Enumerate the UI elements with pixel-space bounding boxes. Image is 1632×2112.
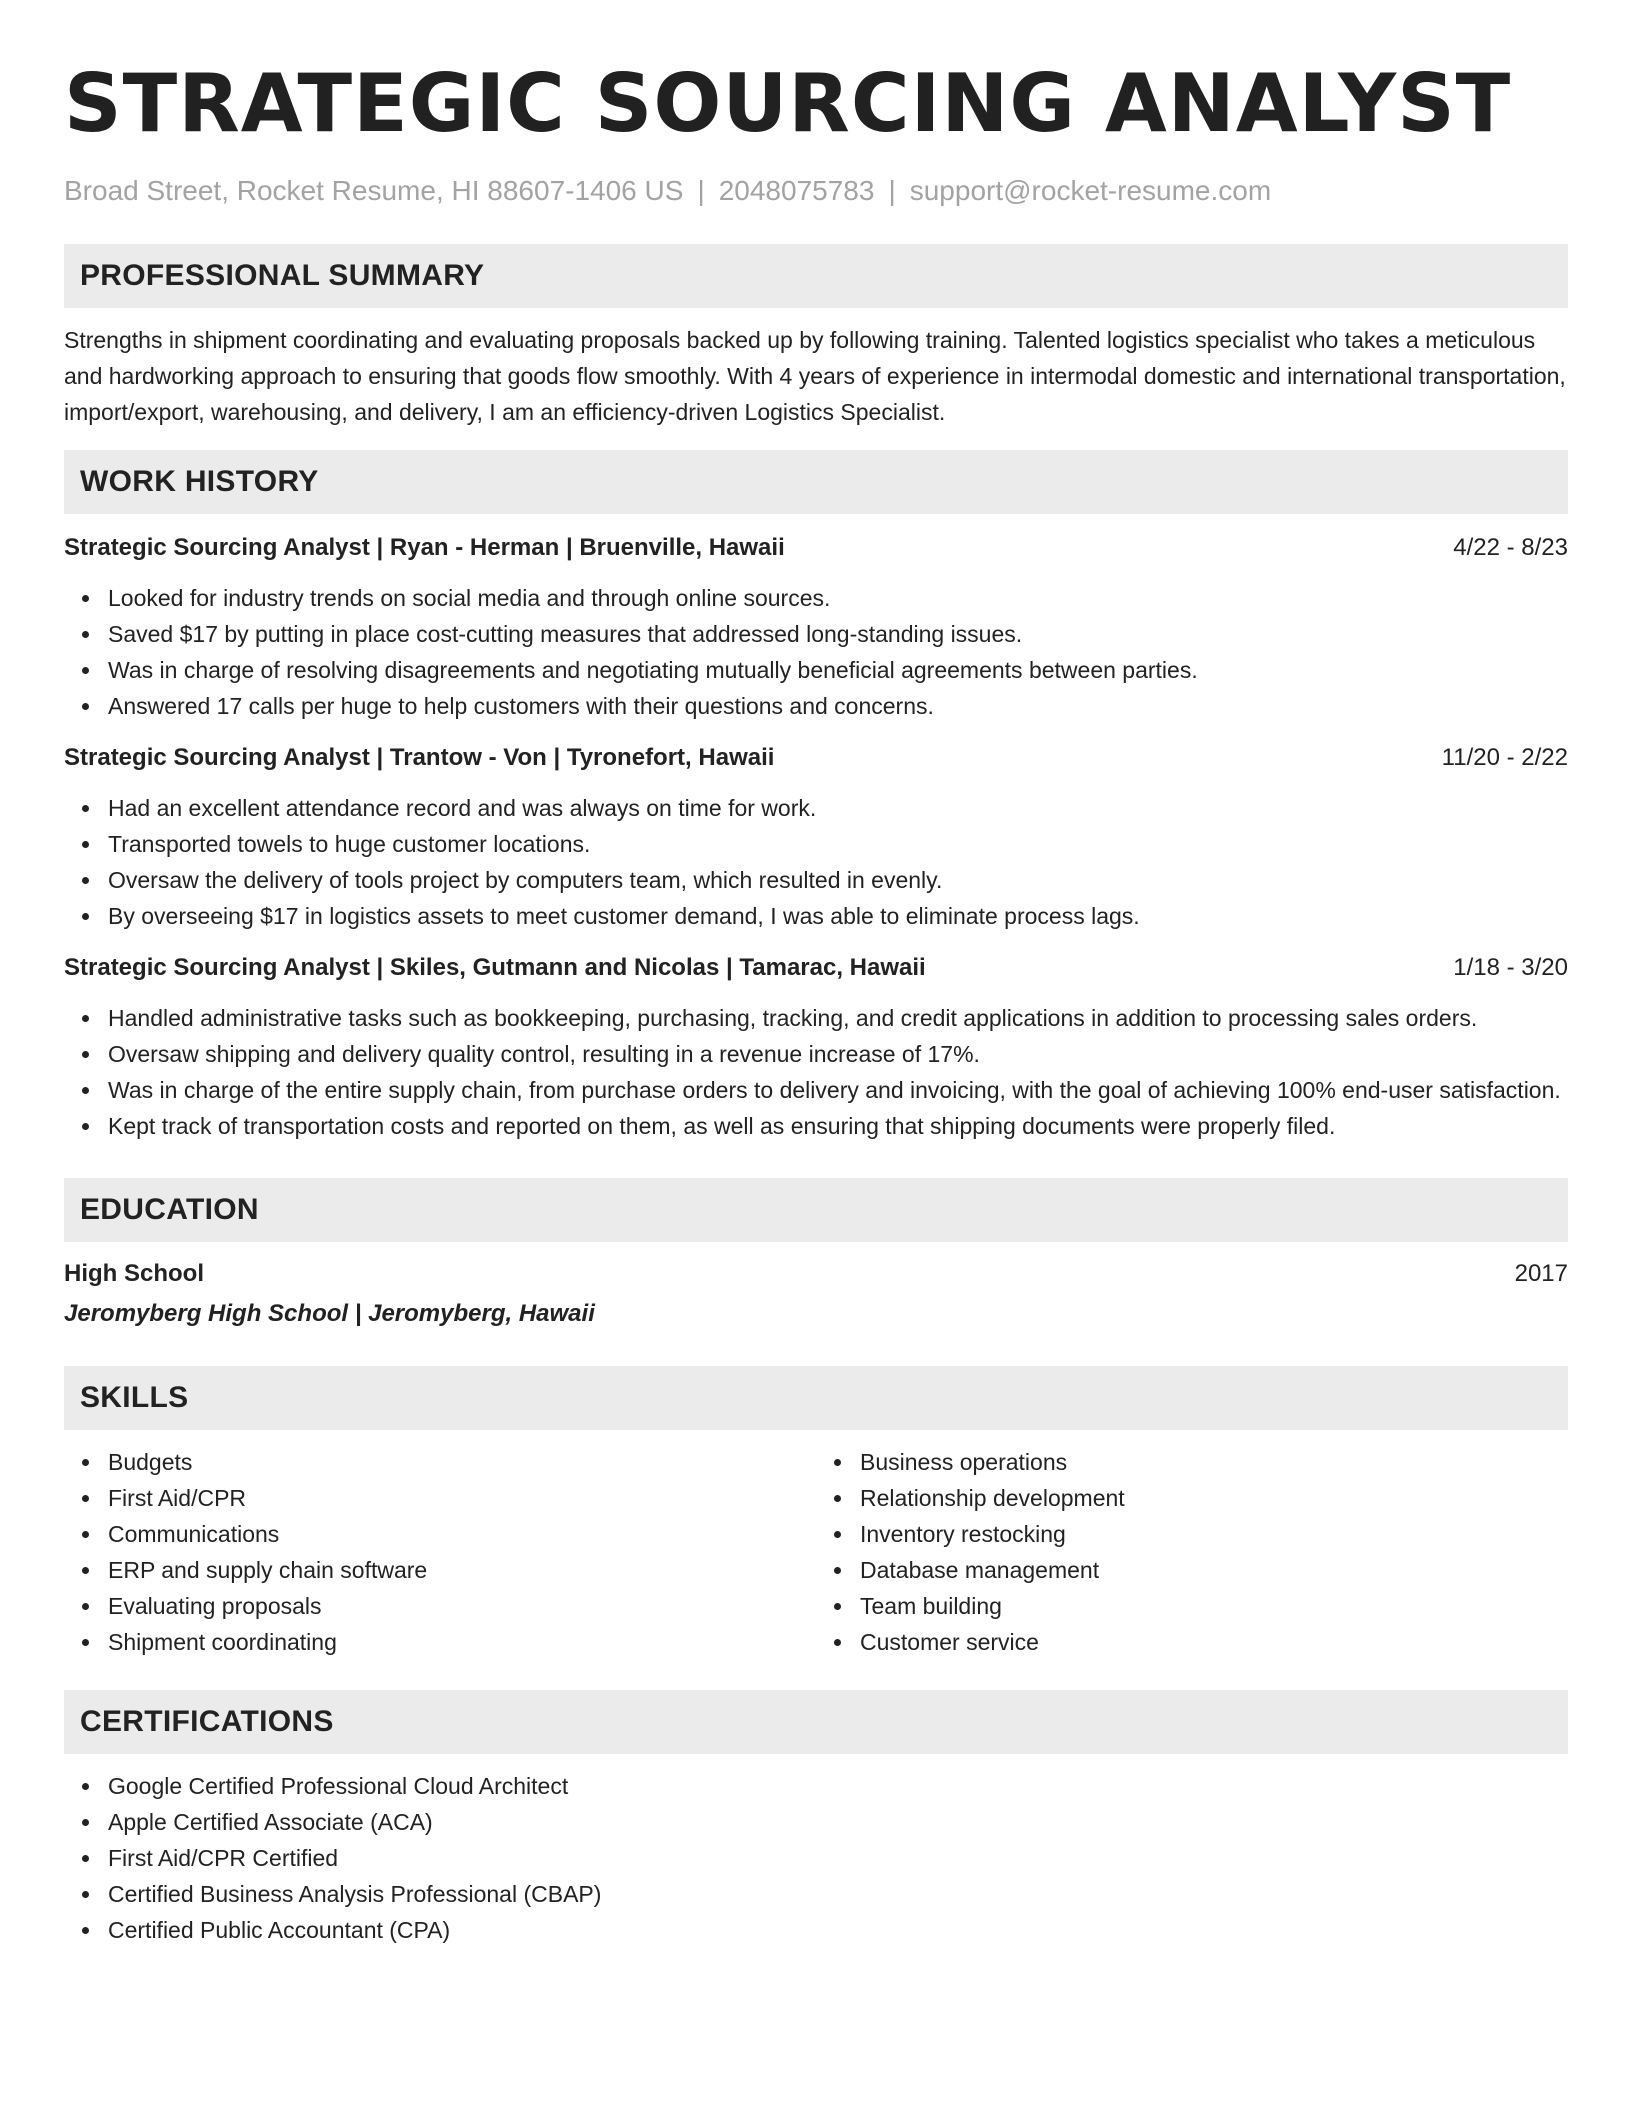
skills-list-left (64, 1444, 816, 1660)
certification-item: Certified Business Analysis Professional (CBAP) (108, 1876, 1568, 1912)
job-bullets (64, 580, 1568, 724)
education-degree: High School (64, 1260, 204, 1287)
skill-item: Communications (108, 1516, 816, 1552)
certification-item: Certified Public Accountant (CPA) (108, 1912, 1568, 1948)
job-bullet: Answered 17 calls per huge to help customers with their questions and concerns. (108, 688, 1568, 724)
skills-grid (64, 1430, 1568, 1660)
job-dates: 1/18 - 3/20 (1453, 954, 1568, 981)
skill-item: Relationship development (860, 1480, 1568, 1516)
job-bullet: Was in charge of resolving disagreements and negotiating mutually beneficial agreements between parties. (108, 652, 1568, 688)
job-bullet: Handled administrative tasks such as bookkeeping, purchasing, tracking, and credit applications in addition to processing sales orders. (108, 1000, 1568, 1036)
job-entry (64, 530, 1568, 724)
job-entry (64, 740, 1568, 934)
education-school: Jeromyberg High School | Jeromyberg, Hawaii (64, 1300, 595, 1327)
resume-title: STRATEGIC SOURCING ANALYST (64, 57, 1512, 150)
certification-item: Google Certified Professional Cloud Architect (108, 1768, 1568, 1804)
job-bullet: Saved $17 by putting in place cost-cutting measures that addressed long-standing issues. (108, 616, 1568, 652)
job-bullet: Transported towels to huge customer locations. (108, 826, 1568, 862)
skill-item: Database management (860, 1552, 1568, 1588)
contact-separator: | (888, 175, 896, 206)
job-entry (64, 950, 1568, 1144)
contact-email[interactable]: support@rocket-resume.com (909, 175, 1272, 206)
job-bullet: Was in charge of the entire supply chain, from purchase orders to delivery and invoicing, with the goal of achieving 100% end-user satisfaction. (108, 1072, 1568, 1108)
education-entry (64, 1256, 1568, 1332)
section-heading-education: EDUCATION (64, 1178, 1568, 1242)
skill-item: Customer service (860, 1624, 1568, 1660)
job-bullet: By overseeing $17 in logistics assets to meet customer demand, I was able to eliminate process lags. (108, 898, 1568, 934)
job-header (64, 950, 1568, 986)
job-title: Strategic Sourcing Analyst | Trantow - Von | Tyronefort, Hawaii (64, 744, 775, 771)
job-bullet: Kept track of transportation costs and reported on them, as well as ensuring that shipping documents were properly filed. (108, 1108, 1568, 1144)
skill-item: Business operations (860, 1444, 1568, 1480)
contact-phone: 2048075783 (718, 175, 875, 206)
section-heading-certifications: CERTIFICATIONS (64, 1690, 1568, 1754)
job-bullets (64, 790, 1568, 934)
skill-item: Team building (860, 1588, 1568, 1624)
job-header (64, 740, 1568, 776)
job-bullet: Looked for industry trends on social media and through online sources. (108, 580, 1568, 616)
section-heading-skills: SKILLS (64, 1366, 1568, 1430)
certification-item: Apple Certified Associate (ACA) (108, 1804, 1568, 1840)
job-title: Strategic Sourcing Analyst | Ryan - Herman | Bruenville, Hawaii (64, 534, 785, 561)
skill-item: Shipment coordinating (108, 1624, 816, 1660)
section-heading-summary: PROFESSIONAL SUMMARY (64, 244, 1568, 308)
summary-text: Strengths in shipment coordinating and evaluating proposals backed up by following training. Talented logistics specialist who takes a meticulous and hardworking approach to ensuring that goods flow smoothly. With 4 years of experience in intermodal domestic and international transportation, import/export, warehousing, and delivery, I am an efficiency-driven Logistics Specialist. (64, 327, 1566, 425)
job-header (64, 530, 1568, 566)
job-dates: 11/20 - 2/22 (1441, 744, 1568, 771)
job-title: Strategic Sourcing Analyst | Skiles, Gutmann and Nicolas | Tamarac, Hawaii (64, 954, 926, 981)
skill-item: Evaluating proposals (108, 1588, 816, 1624)
contact-address: Broad Street, Rocket Resume, HI 88607-1406 US (64, 175, 684, 206)
job-bullets (64, 1000, 1568, 1144)
education-year: 2017 (1514, 1260, 1568, 1287)
section-heading-work-history: WORK HISTORY (64, 450, 1568, 514)
education-header (64, 1256, 1568, 1292)
job-dates: 4/22 - 8/23 (1453, 534, 1568, 561)
skill-item: Inventory restocking (860, 1516, 1568, 1552)
skill-item: First Aid/CPR (108, 1480, 816, 1516)
job-bullet: Had an excellent attendance record and was always on time for work. (108, 790, 1568, 826)
skill-item: Budgets (108, 1444, 816, 1480)
certification-item: First Aid/CPR Certified (108, 1840, 1568, 1876)
job-bullet: Oversaw the delivery of tools project by computers team, which resulted in evenly. (108, 862, 1568, 898)
job-bullet: Oversaw shipping and delivery quality control, resulting in a revenue increase of 17%. (108, 1036, 1568, 1072)
certifications-list (64, 1768, 1568, 1948)
skills-list-right (816, 1444, 1568, 1660)
contact-separator: | (697, 175, 705, 206)
skill-item: ERP and supply chain software (108, 1552, 816, 1588)
contact-line (64, 172, 1568, 210)
